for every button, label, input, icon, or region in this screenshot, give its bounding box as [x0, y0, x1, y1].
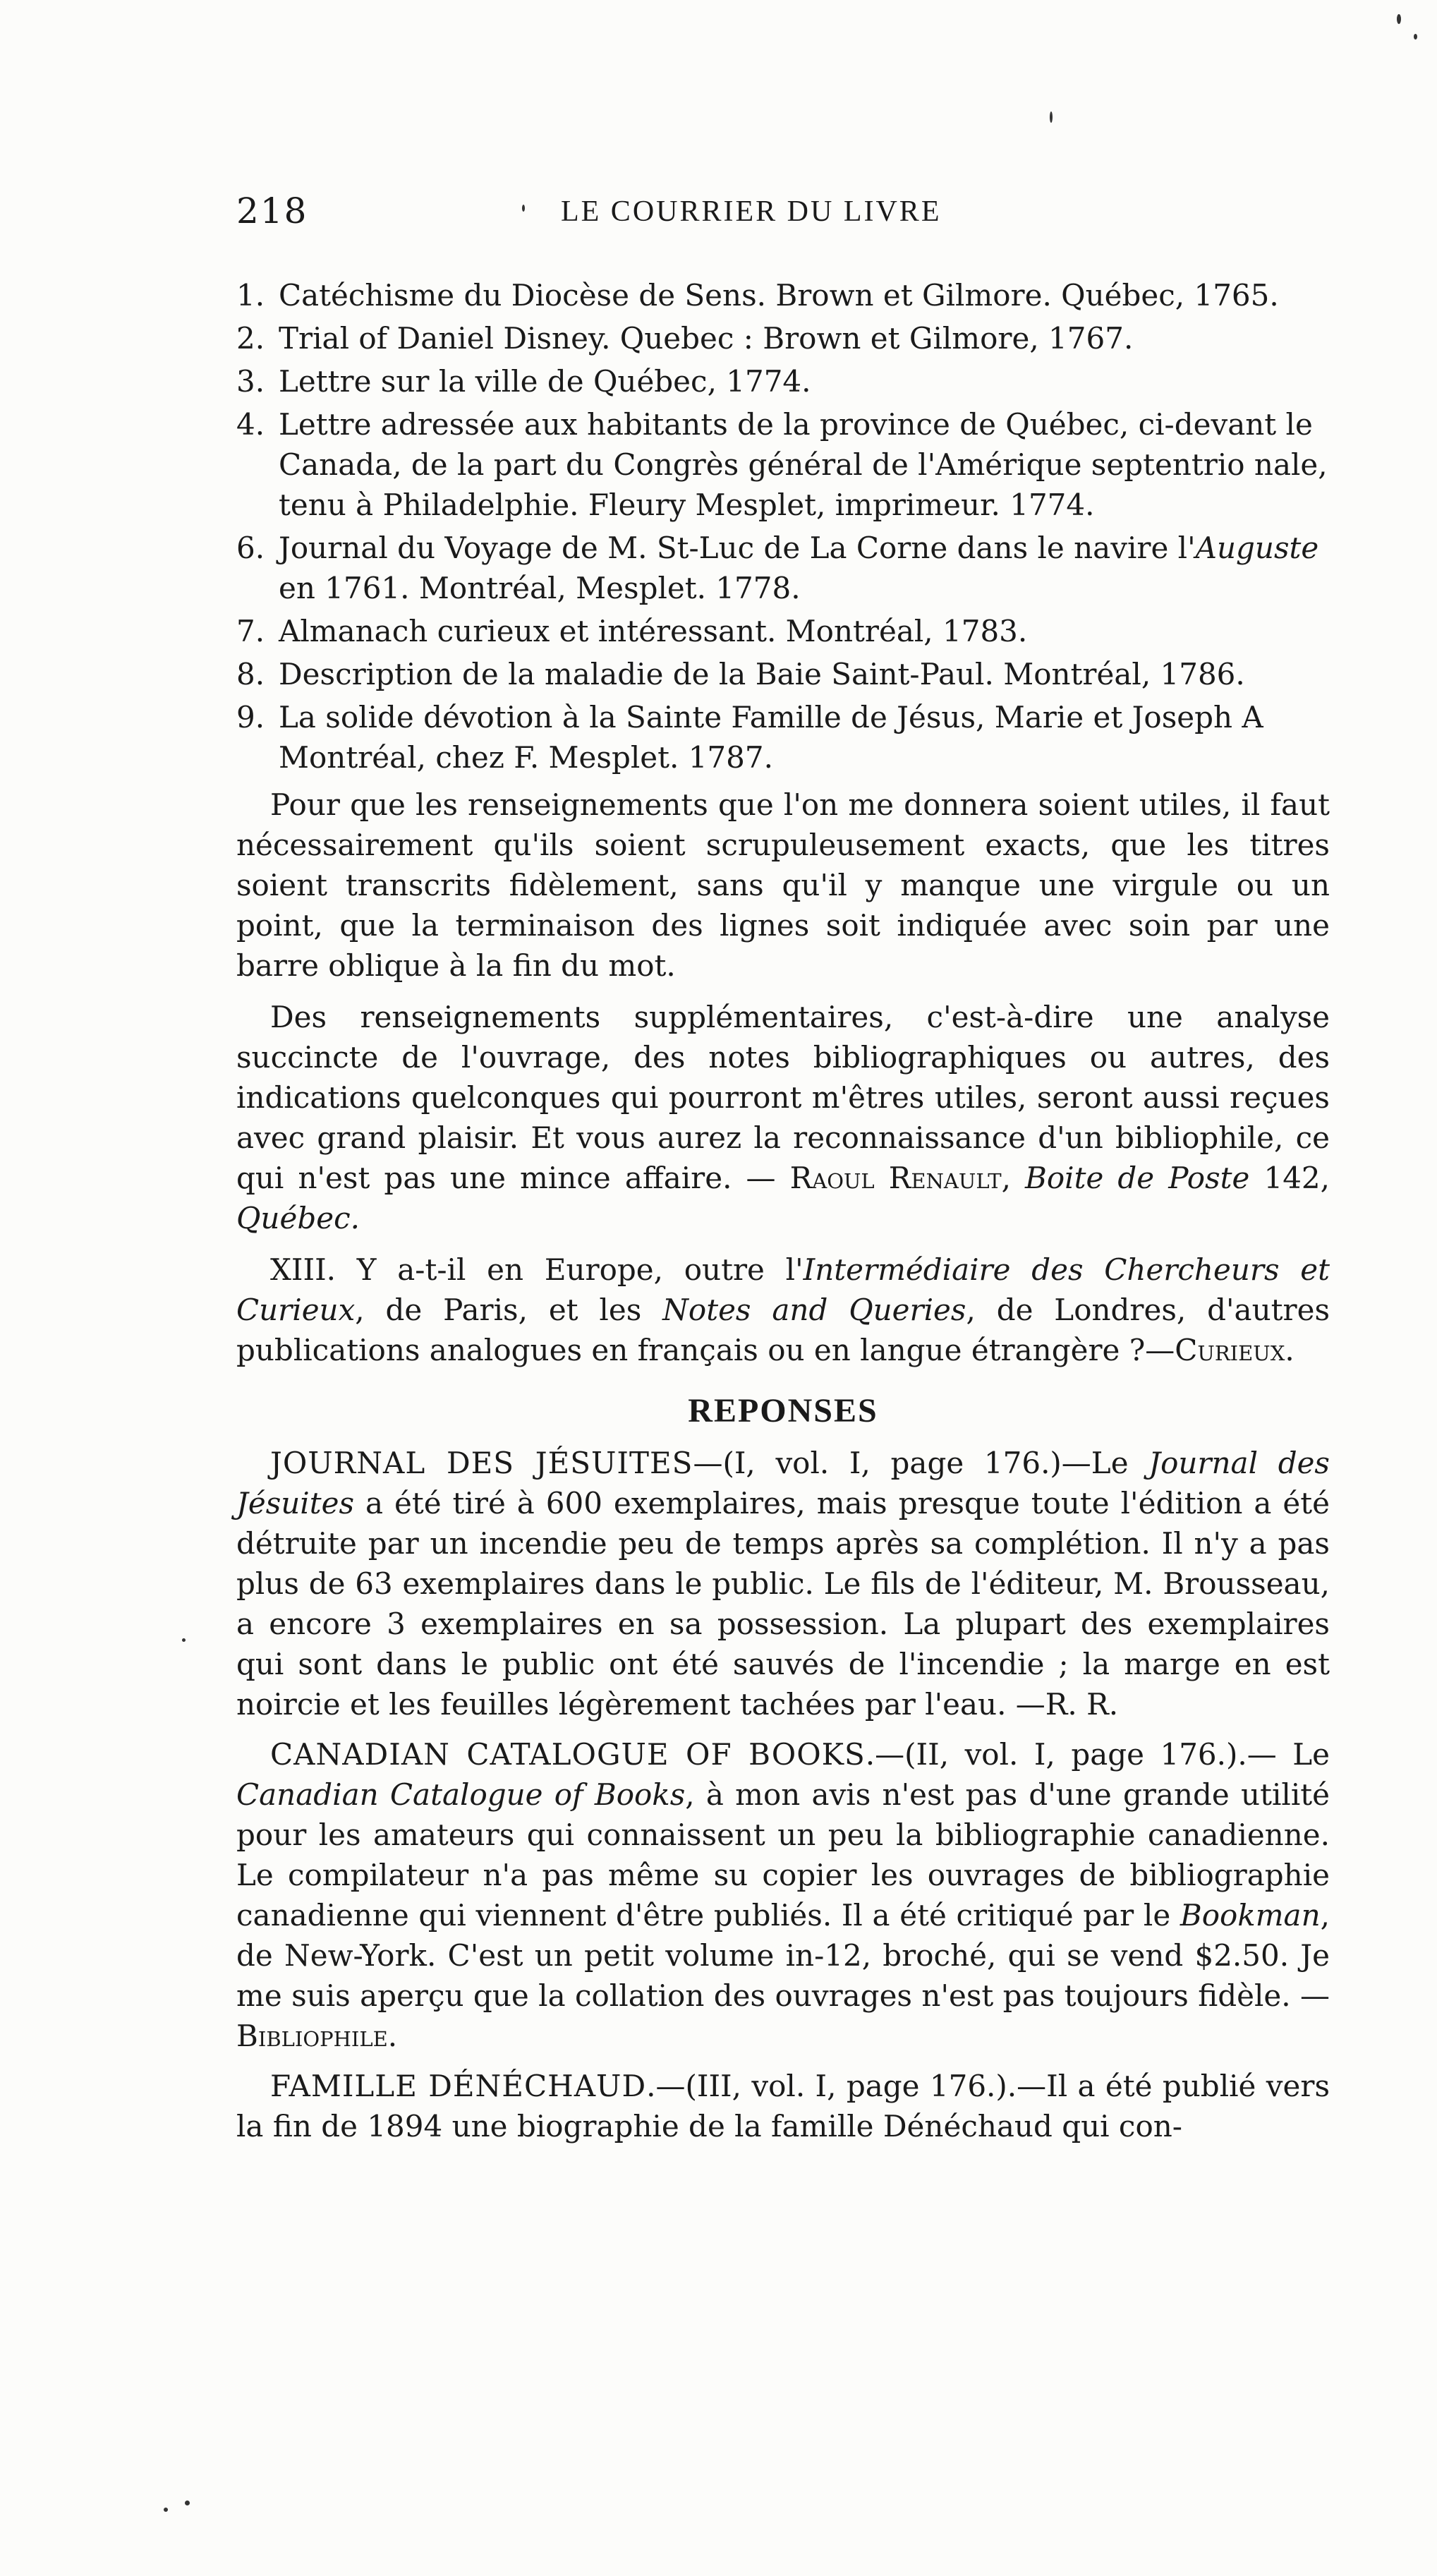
answer-lead: FAMILLE DÉNÉCHAUD: [270, 2069, 647, 2103]
list-number: 1.: [236, 278, 265, 313]
list-item: [236, 404, 1330, 525]
list-number: 2.: [236, 321, 265, 356]
question-text: XIII. Y a-t-il en Europe, outre l': [270, 1252, 804, 1287]
answer-signature: Bibliophile.: [236, 2019, 398, 2053]
answer-ref: —(I, vol. I, page 176.)—Le: [693, 1446, 1149, 1480]
answer-denechaud: [236, 2066, 1330, 2146]
scan-speck: [1414, 34, 1417, 40]
list-number: 3.: [236, 364, 265, 399]
book-list: [236, 275, 1330, 778]
scan-speck: [164, 2508, 168, 2512]
list-item: [236, 654, 1330, 694]
scan-speck: [185, 2501, 190, 2505]
answer-text: a été tiré à 600 exemplaires, mais presque toute l'édition a été détruite par un incendie peu de temps après sa complétion. Il n'y a pas plus de 63 exemplaires dans le public. Le fils de l'éditeur, M. Brousseau, a encore 3 exemplaires en sa possession. La plupart des exemplaires qui sont dans le public ont été sauvés de l'incendie ; la marge en est noircie et les feuilles légèrement tachées par l'eau. —R. R.: [236, 1486, 1330, 1722]
running-title: LE COURRIER DU LIVRE: [561, 195, 942, 228]
list-text: Trial of Daniel Disney. Quebec : Brown et Gilmore, 1767.: [279, 321, 1134, 356]
question-signature: Curieux.: [1175, 1333, 1294, 1367]
list-text: Description de la maladie de la Baie Saint-Paul. Montréal, 1786.: [279, 657, 1245, 691]
scan-speck: [182, 1638, 186, 1642]
answer-ref: .—(II, vol. I, page 176.).— Le: [865, 1737, 1330, 1772]
answer-text: .—(III, vol. I, page 176.).—Il a été publié vers la fin de 1894 une biographie de la famille Dénéchaud qui con-: [236, 2069, 1330, 2143]
scan-speck: [522, 205, 525, 212]
list-text-part: en 1761. Montréal, Mesplet. 1778.: [279, 571, 801, 605]
work-title: Canadian Catalogue of Books: [236, 1777, 686, 1812]
list-item: [236, 361, 1330, 401]
publication-title: Notes and Queries: [662, 1293, 966, 1327]
page: [236, 191, 1330, 2146]
list-text: Almanach curieux et intéressant. Montréal, 1783.: [279, 614, 1028, 648]
paragraph-text: Des renseignements supplémentaires, c'est-à-dire une analyse succincte de l'ouvrage, des notes bibliographiques ou autres, des indications quelconques qui pourront m'êtres utiles, seront aussi reçues avec grand plaisir. Et vous aurez la reconnaissance d'un bibliophile, ce qui n'est pas une mince affaire. —: [236, 1000, 1330, 1195]
question-text: , de Paris, et les: [355, 1293, 663, 1327]
city-name: Québec.: [236, 1201, 360, 1235]
question-xiii: [236, 1250, 1330, 1370]
answer-catalogue: [236, 1734, 1330, 2056]
list-text: La solide dévotion à la Sainte Famille de Jésus, Marie et Joseph A Montréal, chez F. Mesplet. 1787.: [279, 700, 1263, 775]
page-header: [236, 191, 1330, 240]
author-signature: Raoul Renault: [789, 1161, 1002, 1195]
list-item: [236, 528, 1330, 608]
list-text: Catéchisme du Diocèse de Sens. Brown et Gilmore. Québec, 1765.: [279, 278, 1279, 313]
list-number: 6.: [236, 531, 265, 565]
list-item: [236, 697, 1330, 778]
list-text: Lettre adressée aux habitants de la province de Québec, ci-devant le Canada, de la part du Congrès général de l'Amérique septentrio nale, tenu à Philadelphie. Fleury Mesplet, imprimeur. 1774.: [279, 407, 1328, 522]
paragraph-instructions: Pour que les renseignements que l'on me donnera soient utiles, il faut nécessairement qu'ils soient scrupuleusement exacts, que les titres soient transcrits fidèlement, sans qu'il y manque une virgule ou un point, que la terminaison des lignes soit indiquée avec soin par une barre oblique à la fin du mot.: [236, 787, 1330, 983]
list-number: 8.: [236, 657, 265, 691]
answer-lead: CANADIAN CATALOGUE OF BOOKS: [270, 1737, 866, 1772]
list-text: [279, 528, 1330, 608]
list-item: [236, 275, 1330, 315]
postal-number: 142,: [1249, 1161, 1330, 1195]
ship-name: Auguste: [1195, 531, 1319, 565]
list-text: Lettre sur la ville de Québec, 1774.: [279, 364, 811, 399]
list-text-part: Journal du Voyage de M. St-Luc de La Corne dans le navire l': [279, 531, 1196, 565]
page-number: 218: [236, 191, 308, 231]
list-item: [236, 611, 1330, 651]
paragraph-supplementary: Des renseignements supplémentaires, c'est-à-dire une analyse succincte de l'ouvrage, des notes bibliographiques ou autres, des indications quelconques qui pourront m'êtres utiles, seront aussi reçues avec grand plaisir. Et vous aurez la reconnaissance d'un bibliophile, ce qui n'est pas une mince affaire. — Raoul Renault, Boite de Poste 142, Québec.: [236, 1000, 1330, 1235]
work-title: Journal des Jésuites: [236, 1446, 1330, 1520]
answer-text: , à mon avis n'est pas d'une grande utilité pour les amateurs qui connaissent un peu la bibliographie canadienne. Le compilateur n'a pas même su copier les ouvrages de bibliographie canadienne qui viennent d'être publiés. Il a été critiqué par le: [236, 1777, 1330, 1933]
question-text: , de Londres, d'autres publications analogues en français ou en langue étrangère ?—: [236, 1293, 1330, 1367]
scan-speck: [1050, 111, 1053, 123]
answer-lead: JOURNAL DES JÉSUITES: [270, 1446, 693, 1480]
magazine-title: Bookman: [1180, 1898, 1321, 1933]
list-number: 4.: [236, 407, 265, 442]
postal-address: Boite de Poste: [1025, 1161, 1250, 1195]
list-item: [236, 318, 1330, 358]
list-number: 9.: [236, 700, 265, 734]
section-heading: REPONSES: [688, 1392, 878, 1429]
publication-title: Intermédiaire des Chercheurs et Curieux: [236, 1252, 1330, 1327]
list-number: 7.: [236, 614, 265, 648]
answer-jesuites: [236, 1443, 1330, 1724]
answer-text: , de New-York. C'est un petit volume in-12, broché, qui se vend $2.50. Je me suis aperçu que la collation des ouvrages n'est pas toujours fidèle. —: [236, 1898, 1330, 2013]
scan-speck: [1397, 14, 1401, 24]
